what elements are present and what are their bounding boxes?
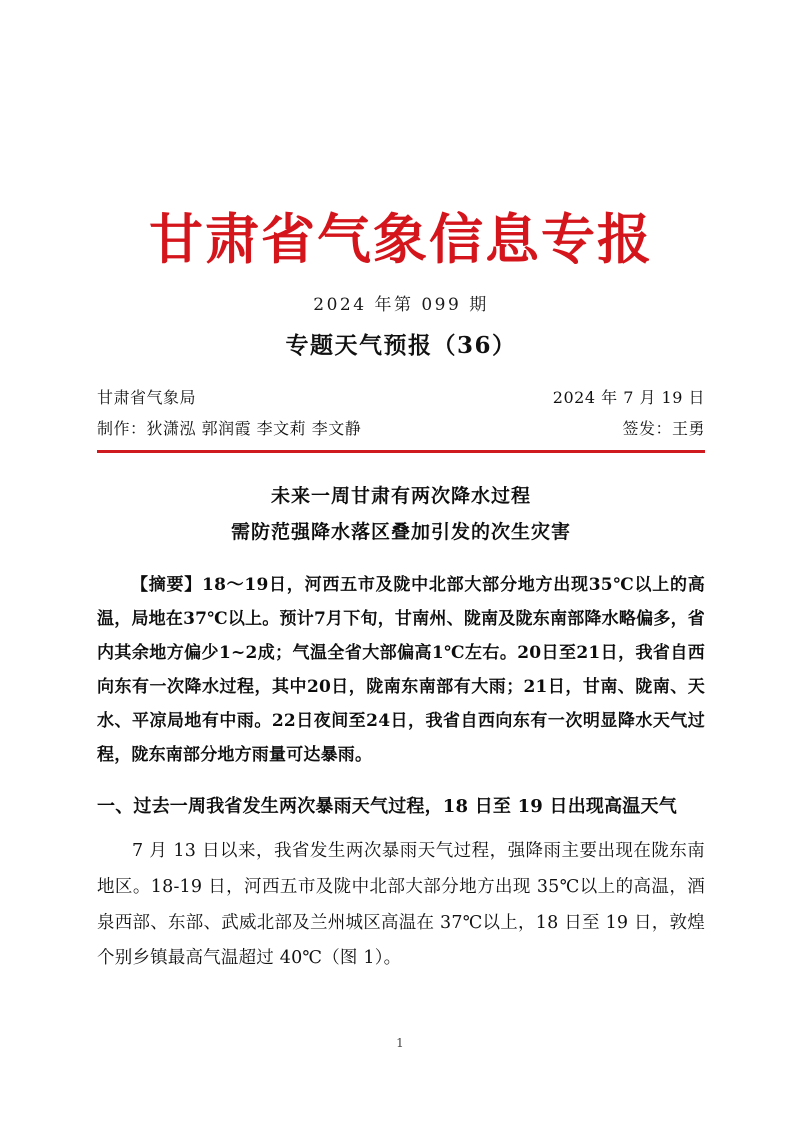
metadata-row-credits bbox=[97, 413, 705, 444]
abstract-label: 【摘要】 bbox=[131, 574, 203, 595]
page-number-footer: 1 bbox=[396, 1036, 404, 1050]
headline-line-1: 未来一周甘肃有两次降水过程 bbox=[270, 485, 531, 508]
headline-line-2: 需防范强降水落区叠加引发的次生灾害 bbox=[230, 520, 571, 543]
metadata-row-issuer bbox=[97, 382, 705, 413]
report-series-title: 专题天气预报（36） bbox=[285, 332, 517, 359]
approver-name: 签发：王勇 bbox=[622, 419, 705, 439]
abstract-text: 18～19日，河西五市及陇中北部大部分地方出现35℃以上的高温，局地在37℃以上。预计7月下旬，甘南州、陇南及陇东南部降水略偏多，省内其余地方偏少1~2成；气温全省大部偏高1℃左右。20日至21日，我省自西向东有一次降水过程，其中20日，陇南东南部有大雨；21日，甘南、陇南、天水、平凉局地有中雨。22日夜间至24日，我省自西向东有一次明显降水天气过程，陇东南部分地方雨量可达暴雨。 bbox=[97, 574, 705, 765]
red-divider-rule bbox=[97, 450, 705, 453]
section-paragraph-1: 7 月 13 日以来，我省发生两次暴雨天气过程，强降雨主要出现在陇东南地区。18-19 日，河西五市及陇中北部大部分地方出现 35℃以上的高温，酒泉西部、东部、武威北部及兰州城区高温在 37℃以上，18 日至 19 日，敦煌个别乡镇最高气温超过 40℃（图 1）。 bbox=[97, 840, 705, 969]
issue-date: 2024 年 7 月 19 日 bbox=[552, 388, 705, 407]
issue-number-line: 2024 年第 099 期 bbox=[313, 295, 489, 315]
article-headline bbox=[97, 479, 705, 549]
abstract-paragraph bbox=[97, 568, 705, 772]
masthead-title: 甘肃省气象信息专报 bbox=[149, 207, 653, 271]
document-content bbox=[97, 0, 705, 995]
issuing-organization: 甘肃省气象局 bbox=[97, 388, 197, 407]
section-heading-1: 一、过去一周我省发生两次暴雨天气过程，18 日至 19 日出现高温天气 bbox=[97, 795, 677, 817]
document-metadata bbox=[97, 382, 705, 444]
producers-list: 制作：狄潇泓 郭润霞 李文莉 李文静 bbox=[97, 419, 362, 439]
